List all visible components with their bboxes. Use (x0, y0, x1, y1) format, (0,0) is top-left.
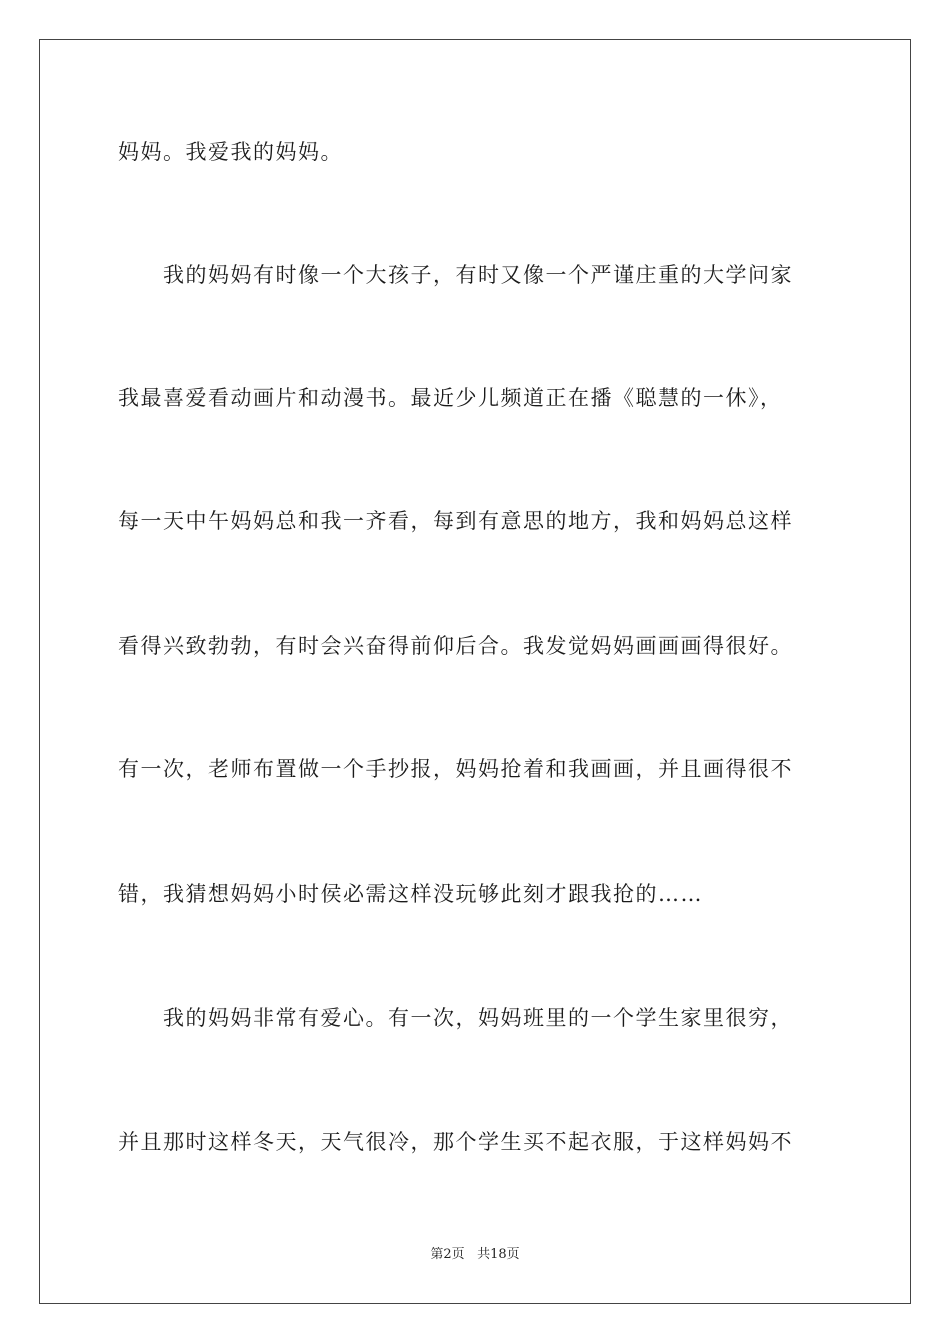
page-total: 共18页 (477, 1247, 520, 1262)
paragraph-line: 并且那时这样冬天，天气很冷，那个学生买不起衣服，于这样妈妈不 (118, 1130, 793, 1154)
page-number: 第2页 (430, 1247, 465, 1262)
paragraph-line: 每一天中午妈妈总和我一齐看，每到有意思的地方，我和妈妈总这样 (118, 509, 793, 533)
paragraph-line: 我的妈妈非常有爱心。有一次，妈妈班里的一个学生家里很穷， (163, 1006, 793, 1030)
paragraph-line: 我的妈妈有时像一个大孩子，有时又像一个严谨庄重的大学问家 (163, 263, 793, 287)
page-border (39, 39, 911, 1304)
page-footer (0, 1246, 950, 1264)
paragraph-line: 有一次，老师布置做一个手抄报，妈妈抢着和我画画，并且画得很不 (118, 757, 793, 781)
paragraph-line: 看得兴致勃勃，有时会兴奋得前仰后合。我发觉妈妈画画画得很好。 (118, 634, 793, 658)
paragraph-line: 我最喜爱看动画片和动漫书。最近少儿频道正在播《聪慧的一休》， (118, 386, 783, 410)
paragraph-line: 错，我猜想妈妈小时侯必需这样没玩够此刻才跟我抢的…… (118, 882, 703, 906)
paragraph-line: 妈妈。我爱我的妈妈。 (118, 140, 343, 164)
